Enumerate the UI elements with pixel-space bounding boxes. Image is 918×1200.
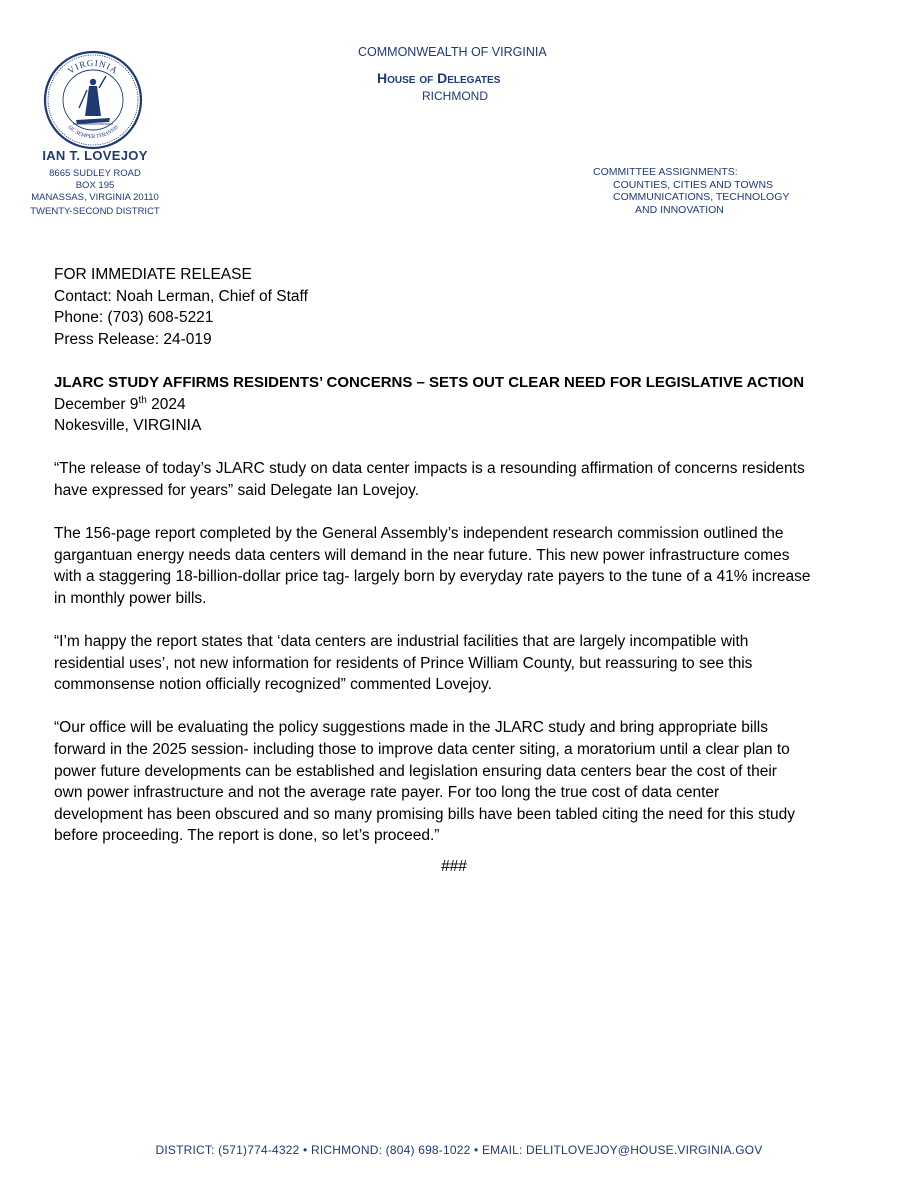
- city-title: RICHMOND: [422, 89, 488, 103]
- paragraph: [54, 717, 874, 847]
- release-contact: Contact: Noah Lerman, Chief of Staff: [54, 287, 308, 305]
- paragraph-line: forward in the 2025 session- including those to improve data center siting, a moratorium until a clear plan to: [54, 741, 790, 759]
- paragraph-line: “Our office will be evaluating the policy suggestions made in the JLARC study and bring appropriate bills: [54, 719, 768, 737]
- paragraph-line: in monthly power bills.: [54, 589, 207, 607]
- release-phone: Phone: (703) 608-5221: [54, 309, 214, 327]
- paragraph-line: development has been obscured and so many promising bills have been tabled citing the need for this study: [54, 805, 796, 823]
- virginia-seal: [43, 50, 143, 150]
- svg-text:SIC SEMPER TYRANNIS: [66, 124, 120, 140]
- release-location: Nokesville, VIRGINIA: [54, 417, 202, 435]
- paragraph: [54, 458, 874, 501]
- representative-info: [0, 148, 190, 218]
- house-title: House of Delegates: [377, 70, 501, 86]
- representative-name: IAN T. LOVEJOY: [42, 148, 148, 163]
- date-prefix: December 9: [54, 395, 139, 413]
- address-line: MANASSAS, VIRGINIA 20110: [31, 192, 159, 203]
- paragraph-line: power future developments can be established and legislation ensuring data centers bear the cost of their: [54, 762, 777, 780]
- footer-contact: DISTRICT: (571)774-4322 • RICHMOND: (804) 698-1022 • EMAIL: DELITLOVEJOY@HOUSE.VIRGINIA.GOV: [155, 1143, 763, 1157]
- paragraph: [54, 523, 874, 609]
- press-release-body: [54, 264, 874, 878]
- paragraph-line: gargantuan energy needs data centers will demand in the near future. This new power infrastructure comes: [54, 546, 790, 564]
- paragraph: [54, 631, 874, 696]
- paragraph-line: with a staggering 18-billion-dollar price tag- largely born by everyday rate payers to the tune of a 41% increase: [54, 568, 811, 586]
- headline: JLARC STUDY AFFIRMS RESIDENTS’ CONCERNS – SETS OUT CLEAR NEED FOR LEGISLATIVE ACTION: [54, 373, 805, 391]
- address-line: 8665 SUDLEY ROAD: [49, 168, 141, 179]
- committee-heading: COMMITTEE ASSIGNMENTS:: [593, 166, 738, 178]
- paragraph-line: The 156-page report completed by the General Assembly’s independent research commission outlined the: [54, 525, 784, 543]
- address-line: BOX 195: [75, 180, 115, 191]
- district-name: TWENTY-SECOND DISTRICT: [30, 206, 160, 217]
- paragraph-line: have expressed for years” said Delegate Ian Lovejoy.: [54, 481, 420, 499]
- release-label: FOR IMMEDIATE RELEASE: [54, 266, 252, 283]
- paragraph-line: before proceeding. The report is done, so let’s proceed.”: [54, 827, 440, 845]
- seal-bottom-text: SIC SEMPER TYRANNIS: [66, 124, 120, 141]
- committee-item: COUNTIES, CITIES AND TOWNS: [613, 178, 774, 191]
- seal-top-text: VIRGINIA: [65, 57, 121, 76]
- paragraph-line: commonsense notion officially recognized” commented Lovejoy.: [54, 676, 492, 694]
- release-number: Press Release: 24-019: [54, 330, 212, 348]
- paragraph-line: own power infrastructure and not the average rate payer. For too long the true cost of data center: [54, 784, 720, 802]
- date-year: 2024: [146, 395, 186, 413]
- paragraph-line: “The release of today’s JLARC study on data center impacts is a resounding affirmation of concerns residents: [54, 460, 805, 478]
- committee-item: COMMUNICATIONS, TECHNOLOGY: [613, 191, 790, 203]
- paragraph-line: residential uses’, not new information for residents of Prince William County, but reassuring to see this: [54, 654, 753, 672]
- paragraph-line: “I’m happy the report states that ‘data centers are industrial facilities that are largely incompatible with: [54, 633, 749, 651]
- commonwealth-title: COMMONWEALTH OF VIRGINIA: [358, 45, 547, 59]
- release-date: [54, 394, 874, 416]
- end-mark: ###: [441, 858, 467, 876]
- committee-item: AND INNOVATION: [635, 203, 724, 216]
- date-suffix-sup: th: [138, 394, 147, 406]
- svg-text:VIRGINIA: [66, 58, 120, 76]
- committee-assignments: [593, 166, 789, 216]
